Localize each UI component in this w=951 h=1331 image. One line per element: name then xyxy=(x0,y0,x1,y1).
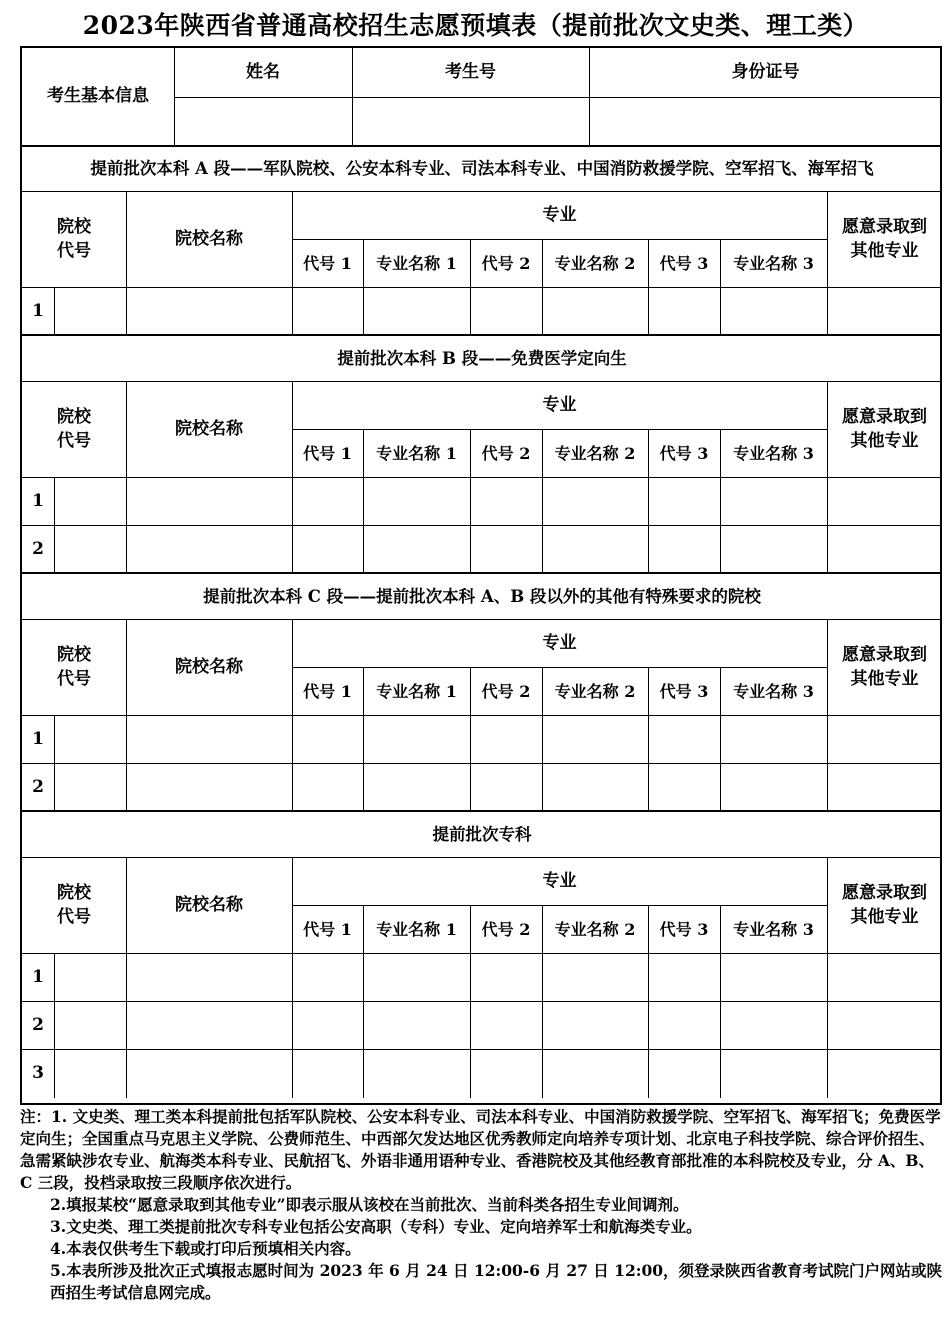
school-name-input[interactable] xyxy=(126,526,292,574)
major-name-3-input[interactable] xyxy=(720,526,827,574)
major-name-2-header: 专业名称 2 xyxy=(554,253,636,273)
divider xyxy=(648,764,649,812)
id-number-field[interactable] xyxy=(589,98,942,146)
divider xyxy=(470,954,471,1002)
row-number: 3 xyxy=(32,1063,44,1084)
code-1-input[interactable] xyxy=(292,764,363,812)
code-2-input[interactable] xyxy=(470,1050,542,1098)
major-header: 专业 xyxy=(542,633,577,654)
divider xyxy=(542,716,543,764)
major-name-2-header: 专业名称 2 xyxy=(554,443,636,463)
divider xyxy=(54,526,55,574)
divider xyxy=(126,478,127,526)
divider xyxy=(292,526,293,574)
section-title: 提前批次本科 A 段——军队院校、公安本科专业、司法本科专业、中国消防救援学院、空军招飞、海军招飞 xyxy=(90,159,874,179)
divider xyxy=(470,764,471,812)
exam-number-header: 考生号 xyxy=(445,62,496,83)
school-code-input[interactable] xyxy=(54,764,126,812)
adjust-header: 愿意录取到 其他专业 xyxy=(842,645,927,689)
divider xyxy=(126,1002,127,1050)
divider xyxy=(827,716,828,764)
divider xyxy=(720,1002,721,1050)
form-title: 2023年陕西省普通高校招生志愿预填表（提前批次文史类、理工类） xyxy=(82,11,869,40)
code-3-input[interactable] xyxy=(648,716,720,764)
divider xyxy=(126,526,127,574)
major-name-3-input[interactable] xyxy=(720,716,827,764)
divider xyxy=(292,858,293,954)
major-name-1-header: 专业名称 1 xyxy=(376,253,457,273)
divider xyxy=(174,97,942,98)
code-3-header: 代号 3 xyxy=(659,681,709,701)
divider xyxy=(470,526,471,574)
divider xyxy=(720,526,721,574)
major-name-2-header: 专业名称 2 xyxy=(554,919,636,939)
major-name-2-input[interactable] xyxy=(542,478,648,526)
divider xyxy=(470,716,471,764)
divider xyxy=(126,858,127,954)
major-name-2-input[interactable] xyxy=(542,954,648,1002)
divider xyxy=(827,382,828,478)
school-name-input[interactable] xyxy=(126,1050,292,1098)
divider xyxy=(54,716,55,764)
major-name-3-input[interactable] xyxy=(720,1050,827,1098)
divider xyxy=(126,716,127,764)
id-number-header: 身份证号 xyxy=(731,62,800,83)
divider xyxy=(292,1050,293,1098)
divider xyxy=(648,1050,649,1098)
school-name-header: 院校名称 xyxy=(175,895,243,916)
divider xyxy=(54,478,55,526)
divider xyxy=(292,716,293,764)
code-3-header: 代号 3 xyxy=(659,253,709,273)
divider xyxy=(648,288,649,336)
code-3-input[interactable] xyxy=(648,764,720,812)
code-3-input[interactable] xyxy=(648,1002,720,1050)
divider xyxy=(54,1002,55,1050)
major-header: 专业 xyxy=(542,395,577,416)
code-2-input[interactable] xyxy=(470,1002,542,1050)
divider xyxy=(542,1050,543,1098)
divider xyxy=(363,906,364,954)
major-name-3-input[interactable] xyxy=(720,764,827,812)
note-5: 5.本表所涉及批次正式填报志愿时间为 2023 年 6 月 24 日 12:00-6 月 27 日 12:00，须登录陕西省教育考试院门户网站或陕西招生考试信息网完成。 xyxy=(50,1261,943,1302)
school-code-input[interactable] xyxy=(54,288,126,336)
divider xyxy=(363,1002,364,1050)
divider xyxy=(292,620,293,716)
note-2: 2.填报某校“愿意录取到其他专业”即表示服从该校在当前批次、当前科类各招生专业间调剂。 xyxy=(50,1195,689,1214)
divider xyxy=(292,667,827,668)
adjust-input[interactable] xyxy=(827,1050,942,1098)
major-name-1-header: 专业名称 1 xyxy=(376,443,457,463)
divider xyxy=(363,526,364,574)
divider xyxy=(648,1002,649,1050)
divider xyxy=(470,668,471,716)
divider xyxy=(542,954,543,1002)
section-title: 提前批次专科 xyxy=(432,825,532,845)
divider xyxy=(292,478,293,526)
divider xyxy=(827,526,828,574)
major-name-1-header: 专业名称 1 xyxy=(376,681,457,701)
major-header: 专业 xyxy=(542,871,577,892)
code-1-input[interactable] xyxy=(292,954,363,1002)
major-name-3-input[interactable] xyxy=(720,288,827,336)
code-2-header: 代号 2 xyxy=(481,919,531,939)
divider xyxy=(720,764,721,812)
row-number: 2 xyxy=(32,1015,44,1036)
school-name-header: 院校名称 xyxy=(175,657,243,678)
notes xyxy=(20,1106,945,1304)
divider xyxy=(720,716,721,764)
adjust-input[interactable] xyxy=(827,478,942,526)
major-name-1-input[interactable] xyxy=(363,764,470,812)
adjust-input[interactable] xyxy=(827,1002,942,1050)
major-name-3-header: 专业名称 3 xyxy=(733,681,814,701)
divider xyxy=(470,1002,471,1050)
major-name-2-input[interactable] xyxy=(542,716,648,764)
divider xyxy=(648,526,649,574)
major-name-2-input[interactable] xyxy=(542,1050,648,1098)
row-number: 2 xyxy=(32,539,44,560)
code-1-input[interactable] xyxy=(292,288,363,336)
major-header: 专业 xyxy=(542,205,577,226)
divider xyxy=(827,858,828,954)
major-name-3-input[interactable] xyxy=(720,1002,827,1050)
divider xyxy=(363,1050,364,1098)
code-1-header: 代号 1 xyxy=(303,253,352,273)
divider xyxy=(292,239,827,240)
divider xyxy=(54,764,55,812)
school-code-input[interactable] xyxy=(54,1002,126,1050)
divider xyxy=(292,954,293,1002)
code-1-header: 代号 1 xyxy=(303,681,352,701)
divider xyxy=(827,1002,828,1050)
divider xyxy=(363,240,364,288)
name-header: 姓名 xyxy=(246,62,280,83)
divider xyxy=(54,954,55,1002)
major-name-1-input[interactable] xyxy=(363,954,470,1002)
name-field[interactable] xyxy=(174,98,352,146)
divider xyxy=(542,764,543,812)
divider xyxy=(648,954,649,1002)
divider xyxy=(470,478,471,526)
major-name-2-input[interactable] xyxy=(542,288,648,336)
adjust-header: 愿意录取到 其他专业 xyxy=(842,883,927,927)
adjust-input[interactable] xyxy=(827,288,942,336)
divider xyxy=(363,478,364,526)
code-1-input[interactable] xyxy=(292,478,363,526)
school-name-header: 院校名称 xyxy=(175,419,243,440)
school-code-header: 院校 代号 xyxy=(57,883,91,927)
school-code-header: 院校 代号 xyxy=(57,407,91,451)
application-form xyxy=(20,46,942,1105)
note-4: 4.本表仅供考生下载或打印后预填相关内容。 xyxy=(50,1239,361,1258)
code-2-input[interactable] xyxy=(470,764,542,812)
divider xyxy=(827,764,828,812)
section-title: 提前批次本科 C 段——提前批次本科 A、B 段以外的其他有特殊要求的院校 xyxy=(203,587,761,607)
divider xyxy=(542,668,543,716)
adjust-header: 愿意录取到 其他专业 xyxy=(842,217,927,261)
divider xyxy=(648,716,649,764)
note-3: 3.文史类、理工类提前批次专科专业包括公安高职（专科）专业、定向培养军士和航海类专业。 xyxy=(50,1217,702,1236)
divider xyxy=(720,430,721,478)
divider xyxy=(542,288,543,336)
divider xyxy=(126,192,127,288)
code-1-input[interactable] xyxy=(292,1002,363,1050)
row-number: 2 xyxy=(32,777,44,798)
school-name-input[interactable] xyxy=(126,1002,292,1050)
code-3-input[interactable] xyxy=(648,526,720,574)
major-name-1-input[interactable] xyxy=(363,478,470,526)
section-title: 提前批次本科 B 段——免费医学定向生 xyxy=(337,349,627,369)
divider xyxy=(720,668,721,716)
divider xyxy=(720,478,721,526)
divider xyxy=(363,954,364,1002)
code-2-input[interactable] xyxy=(470,288,542,336)
divider xyxy=(542,478,543,526)
school-name-input[interactable] xyxy=(126,764,292,812)
school-code-input[interactable] xyxy=(54,954,126,1002)
school-code-input[interactable] xyxy=(54,716,126,764)
divider xyxy=(720,954,721,1002)
major-name-1-input[interactable] xyxy=(363,1002,470,1050)
code-3-header: 代号 3 xyxy=(659,443,709,463)
school-name-input[interactable] xyxy=(126,288,292,336)
major-name-1-input[interactable] xyxy=(363,716,470,764)
divider xyxy=(720,288,721,336)
divider xyxy=(542,240,543,288)
code-1-header: 代号 1 xyxy=(303,919,352,939)
major-name-3-header: 专业名称 3 xyxy=(733,253,814,273)
school-code-header: 院校 代号 xyxy=(57,645,91,689)
divider xyxy=(292,192,293,288)
code-3-input[interactable] xyxy=(648,478,720,526)
divider xyxy=(292,1002,293,1050)
major-name-1-input[interactable] xyxy=(363,288,470,336)
divider xyxy=(292,382,293,478)
school-name-header: 院校名称 xyxy=(175,229,243,250)
adjust-input[interactable] xyxy=(827,954,942,1002)
major-name-2-header: 专业名称 2 xyxy=(554,681,636,701)
divider xyxy=(827,620,828,716)
divider xyxy=(363,288,364,336)
code-2-header: 代号 2 xyxy=(481,443,531,463)
divider xyxy=(648,668,649,716)
major-name-1-input[interactable] xyxy=(363,526,470,574)
school-code-header: 院校 代号 xyxy=(57,217,91,261)
code-2-header: 代号 2 xyxy=(481,253,531,273)
major-name-2-input[interactable] xyxy=(542,1002,648,1050)
major-name-1-header: 专业名称 1 xyxy=(376,919,457,939)
code-3-input[interactable] xyxy=(648,1050,720,1098)
divider xyxy=(648,906,649,954)
divider xyxy=(470,1050,471,1098)
divider xyxy=(363,668,364,716)
code-3-input[interactable] xyxy=(648,954,720,1002)
school-name-input[interactable] xyxy=(126,478,292,526)
major-name-2-input[interactable] xyxy=(542,764,648,812)
divider xyxy=(292,288,293,336)
school-name-input[interactable] xyxy=(126,954,292,1002)
code-2-input[interactable] xyxy=(470,526,542,574)
school-name-input[interactable] xyxy=(126,716,292,764)
divider xyxy=(126,382,127,478)
row-number: 1 xyxy=(32,729,44,750)
divider xyxy=(827,288,828,336)
row-number: 1 xyxy=(32,491,44,512)
divider xyxy=(54,1050,55,1098)
divider xyxy=(126,288,127,336)
divider xyxy=(720,1050,721,1098)
divider xyxy=(470,430,471,478)
major-name-1-input[interactable] xyxy=(363,1050,470,1098)
major-name-3-input[interactable] xyxy=(720,954,827,1002)
major-name-3-input[interactable] xyxy=(720,478,827,526)
code-2-input[interactable] xyxy=(470,954,542,1002)
note-1: 注：1. 文史类、理工类本科提前批包括军队院校、公安本科专业、司法本科专业、中国消防救援学院、空军招飞、海军招飞；免费医学定向生；全国重点马克思主义学院、公费师范生、中西部欠发达地区优秀教师定向培养专项计划、北京电子科技学院、综合评价招生、急需紧缺涉农专业、航海类本科专业、民航招飞、外语非通用语种专业、香港院校及其他经教育部批准的本科院校及专业，分 A、B、C 三段，投档录取按三段顺序依次进行。 xyxy=(20,1107,941,1192)
divider xyxy=(542,430,543,478)
code-2-header: 代号 2 xyxy=(481,681,531,701)
code-2-input[interactable] xyxy=(470,716,542,764)
divider xyxy=(827,954,828,1002)
divider xyxy=(470,240,471,288)
adjust-header: 愿意录取到 其他专业 xyxy=(842,407,927,451)
major-name-2-input[interactable] xyxy=(542,526,648,574)
divider xyxy=(542,526,543,574)
divider xyxy=(542,1002,543,1050)
exam-number-field[interactable] xyxy=(352,98,589,146)
code-1-input[interactable] xyxy=(292,526,363,574)
code-3-header: 代号 3 xyxy=(659,919,709,939)
divider xyxy=(363,716,364,764)
code-1-input[interactable] xyxy=(292,716,363,764)
divider xyxy=(648,430,649,478)
divider xyxy=(363,764,364,812)
divider xyxy=(827,192,828,288)
school-code-input[interactable] xyxy=(54,478,126,526)
code-2-input[interactable] xyxy=(470,478,542,526)
adjust-input[interactable] xyxy=(827,526,942,574)
row-number: 1 xyxy=(32,301,44,322)
divider xyxy=(720,240,721,288)
adjust-input[interactable] xyxy=(827,764,942,812)
divider xyxy=(470,906,471,954)
code-3-input[interactable] xyxy=(648,288,720,336)
divider xyxy=(292,429,827,430)
divider xyxy=(292,905,827,906)
divider xyxy=(292,764,293,812)
major-name-3-header: 专业名称 3 xyxy=(733,919,814,939)
code-1-input[interactable] xyxy=(292,1050,363,1098)
divider xyxy=(542,906,543,954)
divider xyxy=(363,430,364,478)
divider xyxy=(827,1050,828,1098)
divider xyxy=(126,954,127,1002)
school-code-input[interactable] xyxy=(54,526,126,574)
divider xyxy=(470,288,471,336)
row-number: 1 xyxy=(32,967,44,988)
adjust-input[interactable] xyxy=(827,716,942,764)
divider xyxy=(126,764,127,812)
divider xyxy=(126,620,127,716)
school-code-input[interactable] xyxy=(54,1050,126,1098)
divider xyxy=(648,240,649,288)
code-1-header: 代号 1 xyxy=(303,443,352,463)
divider xyxy=(648,478,649,526)
divider xyxy=(54,288,55,336)
divider xyxy=(720,906,721,954)
divider xyxy=(126,1050,127,1098)
divider xyxy=(827,478,828,526)
basic-info-label: 考生基本信息 xyxy=(47,86,149,107)
major-name-3-header: 专业名称 3 xyxy=(733,443,814,463)
